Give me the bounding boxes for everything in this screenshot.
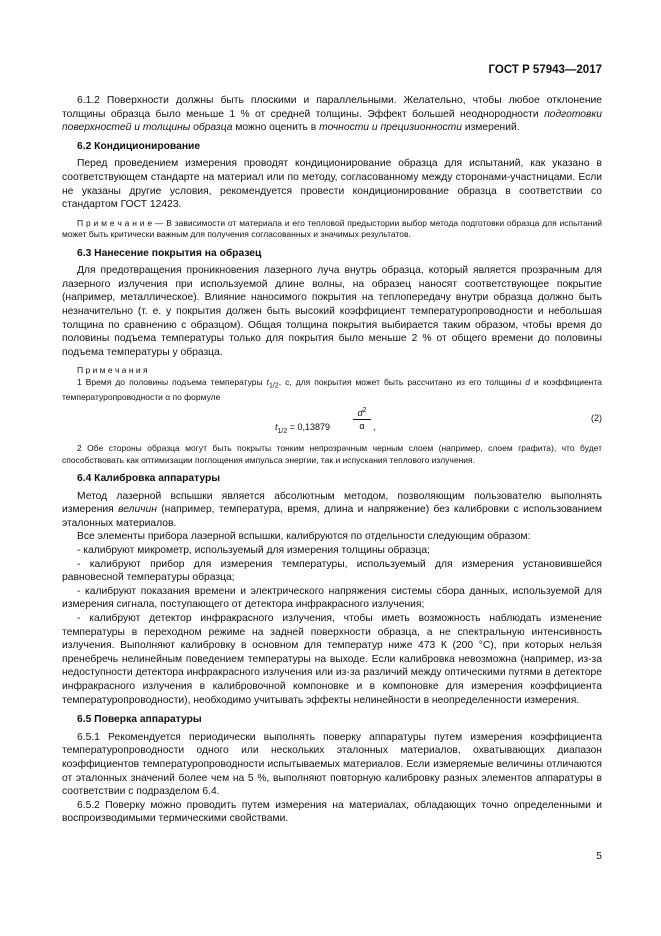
formula-number: (2) <box>591 413 602 424</box>
notes-label: П р и м е ч а н и я <box>77 365 148 376</box>
standard-header: ГОСТ Р 57943—2017 <box>488 64 602 76</box>
bullet-temperature: - калибруют прибор для измерения температуры, используемый для измерения установившейся равновесной температуры образца; <box>62 558 602 584</box>
bullet-daq: - калибруют показания времени и электрического напряжения системы сбора данных, используемой для измерения сигнала, поступающего от детектора инфракрасного излучения; <box>62 585 602 611</box>
bullet-ir-detector: - калибруют детектор инфракрасного излучения, чтобы иметь возможность наблюдать изменение температуры в переходном режиме на задней поверхности образца, а не спектральную интенсивность излучения. Выполняют калибровку в основном для температур ниже 473 К (200 °С), при которых нельзя пренебречь нелинейным поведением температуры на выходе. Если калибровка невозможна (например, из-за недоступности детектора инфракрасного излучения или из-за различий между оптическими путями в детекторе инфракрасного излучения в калибровочной компоновке и в компоновке для измерения коэффициента температуропроводности), необходимо учитывать эффекты нелинейности в неопределенности измерения. <box>62 612 602 706</box>
paragraph-6-4-2: Все элементы прибора лазерной вспышки, калибруются по отдельности следующим образом: <box>77 531 531 543</box>
paragraph-6-5-2: 6.5.2 Поверку можно проводить путем измерения на материалах, обладающих точно определенными и воспроизводимыми термическими свойствами. <box>62 799 602 825</box>
paragraph-6-1-2: 6.1.2 Поверхности должны быть плоскими и параллельными. Желательно, чтобы любое отклонение толщины образца было меньше 1 % от средней толщины. Эффект большей неоднородности подготовки поверхностей и толщины образца можно оценить в точности и прецизионности измерений. <box>62 95 602 134</box>
paragraph-6-4-1: Метод лазерной вспышки является абсолютным методом, позволяющим пользователю выполнять измерения величин (например, температура, время, длина и напряжение) без калибровки с использованием эталонных материалов. <box>62 490 602 529</box>
paragraph-6-2: Перед проведением измерения проводят кондиционирование образца для испытаний, как указано в соответствующем стандарте на материал или по методу, согласованному между сторонами-участницами. Если не указаны другие условия, рекомендуется провести кондиционирование образца в соответствии со стандартом ГОСТ 12423. <box>62 158 602 211</box>
page-number: 5 <box>596 850 602 862</box>
heading-6-5: 6.5 Поверка аппаратуры <box>77 714 202 726</box>
paragraph-6-5-1: 6.5.1 Рекомендуется периодически выполнять поверку аппаратуры путем измерения коэффициента температуропроводности одного или нескольких эталонных материалов, охватывающих диапазон коэффициентов температуропроводности испытываемых материалов. Если измеряемые величины отличаются от эталонных значений более чем на 5 %, выполняют повторную калибровку разных элементов аппаратуры в соответствии с подразделом 6.4. <box>62 731 602 798</box>
paragraph-6-3: Для предотвращения проникновения лазерного луча внутрь образца, который является прозрачным для лазерного излучения при используемой длине волны, на образец наносят соответствующее покрытие (например, металлическое). Влияние наносимого покрытия на теплопередачу внутри образца должно быть незначительно (т. е. у покрытия должен быть высокий коэффициент температуропроводности и небольшая толщина по сравнению с образцом). Общая толщина покрытия выбирается таким образом, чтобы время до половины подъема температуры только для покрытия было меньше 2 % от общего времени до половины подъема температуры у образца. <box>62 265 602 358</box>
heading-6-4: 6.4 Калибровка аппаратуры <box>77 473 221 485</box>
note-2: 2 Обе стороны образца могут быть покрыты тонким непрозрачным черным слоем (например, слоем графита), что будет способствовать как оптимизации поглощения импульса энергии, так и испускания теплового излучения. <box>62 443 602 465</box>
note-1: 1 Время до половины подъема температуры $t_{1/2}$, c, для покрытия может быть рассчитано из его толщины d и коэффициента температуропроводности α по формуле <box>62 376 602 402</box>
formula-2: $t_{1/2} = 0,13879$ $\frac{d^2}{\alpha}$ , (2) <box>275 407 602 436</box>
formula-fraction: $\frac{d^2}{\alpha}$ <box>353 407 371 431</box>
bullet-micrometer: - калибруют микрометр, используемый для измерения толщины образца; <box>77 545 430 556</box>
body-text <box>62 94 602 826</box>
note-6-2: П р и м е ч а н и е — В зависимости от материала и его тепловой предыстории выбор метода подготовки образца для испытаний может быть критически важным для получения согласованных и значимых результатов. <box>62 217 602 240</box>
heading-6-2: 6.2 Кондиционирование <box>77 140 201 152</box>
formula-lhs: $t_{1/2} = 0,13879$ <box>275 422 331 436</box>
heading-6-3: 6.3 Нанесение покрытия на образец <box>77 247 262 259</box>
